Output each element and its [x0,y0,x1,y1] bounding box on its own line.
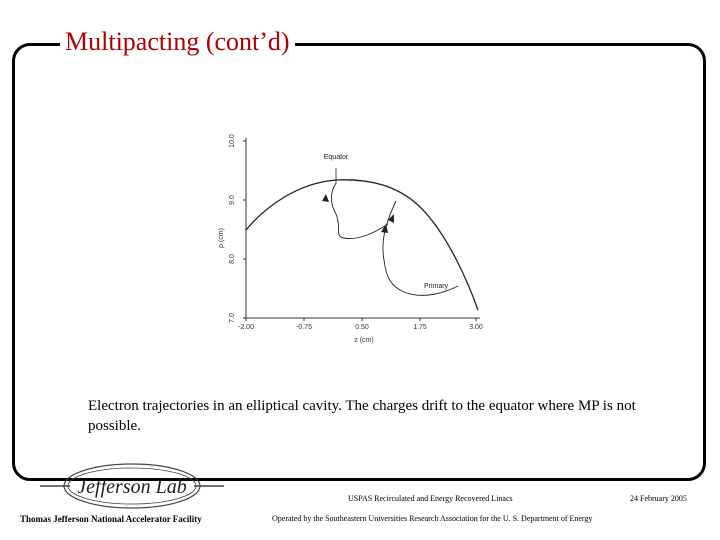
trajectory-path [383,201,458,295]
logo-text: Jefferson Lab [77,476,187,498]
date-label: 24 February 2005 [630,494,687,503]
arrow-head [322,194,329,202]
figure-caption: Electron trajectories in an elliptical cavity. The charges drift to the equator where MP is not possible. [88,398,636,434]
title-container [60,26,295,58]
xtick-label: 1.75 [413,324,427,331]
arrow-head [381,224,388,233]
ytick-label: 9.0 [229,195,236,205]
org-name: Thomas Jefferson National Accelerator Facility [20,514,202,524]
ytick-label: 8.0 [229,254,236,264]
jefferson-lab-logo [40,458,224,518]
x-axis-label: z (cm) [354,337,374,344]
xtick-label: -2.00 [238,324,254,331]
ytick-label: 10.0 [229,134,236,148]
ytick-label: 7.0 [229,313,236,323]
slide-title: Multipacting (cont’d) [65,27,290,56]
xtick-label: 3.00 [469,324,483,331]
trajectory-path [332,183,389,239]
xtick-label: 0.50 [355,324,369,331]
trajectory-figure [218,128,498,350]
primary-label: Primary [423,283,449,290]
y-axis-label: ρ (cm) [218,228,225,248]
course-name: USPAS Recirculated and Energy Recovered Linacs [348,494,513,503]
operator-note: Operated by the Southeastern Universities Research Association for the U. S. Department of Energy [272,514,593,523]
equator-label: Equator [323,154,349,161]
xtick-label: -0.75 [296,324,312,331]
cavity-wall-curve [246,180,478,310]
